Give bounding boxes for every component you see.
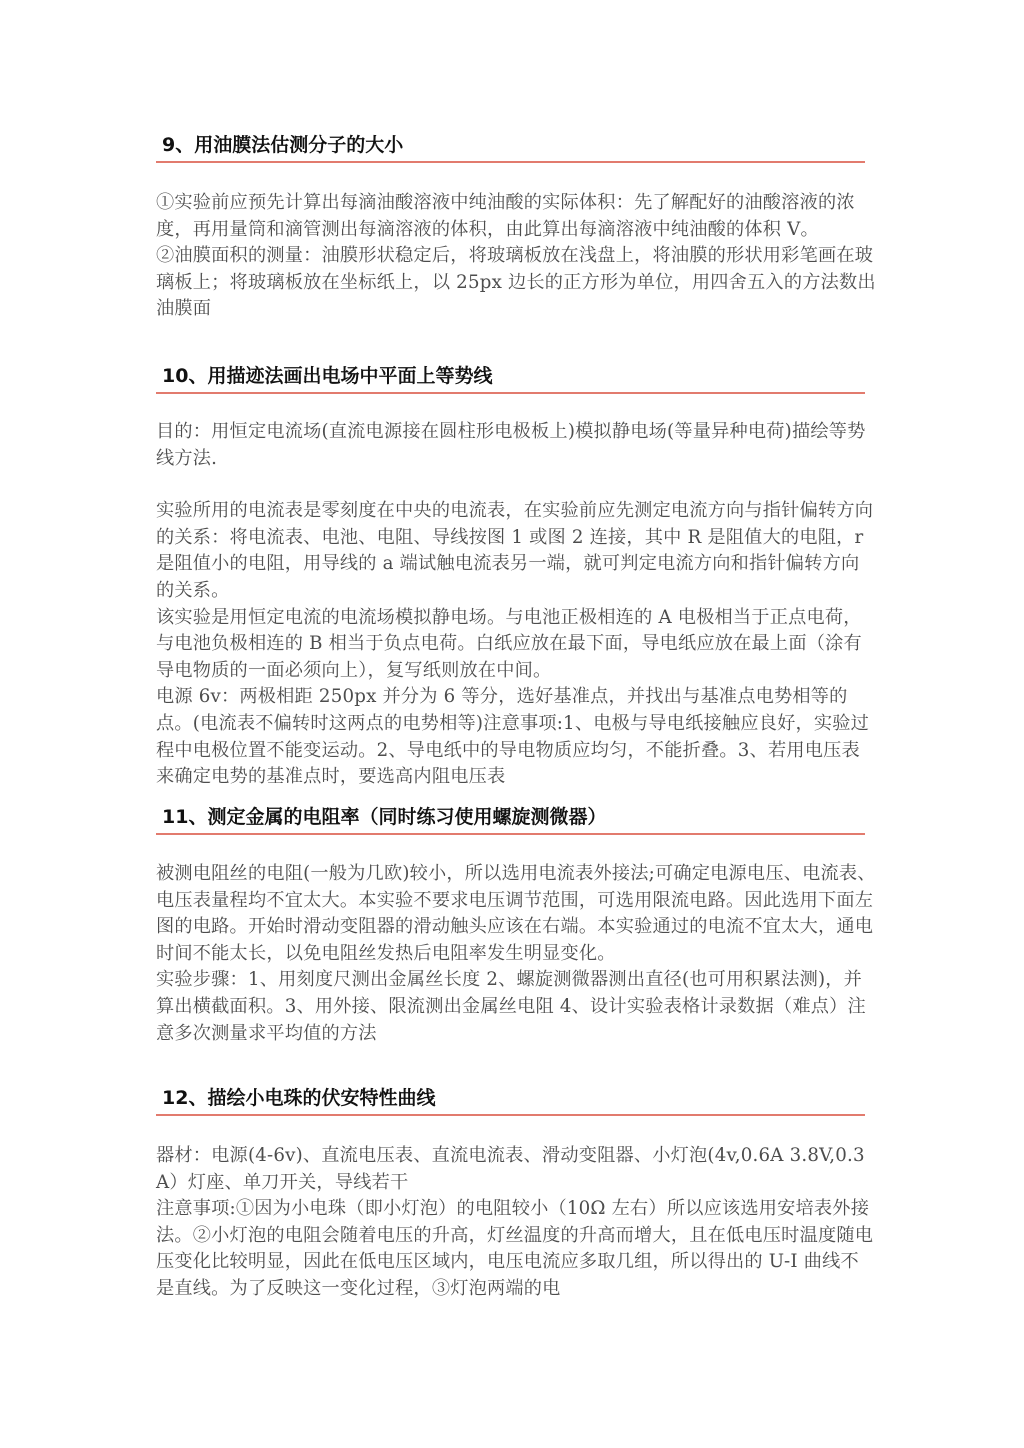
paragraph: 被测电阻丝的电阻(一般为几欧)较小，所以选用电流表外接法;可确定电源电压、电流表、电压表量程均不宜太大。本实验不要求电压调节范围，可选用限流电路。因此选用下面左图的电路。开始时滑动变阻器的滑动触头应该在右端。本实验通过的电流不宜太大，通电时间不能太长，以免电阻丝发热后电阻率发生明显变化。 [156, 863, 876, 964]
section-body-12 [156, 1143, 876, 1303]
section-heading-9: 9、用油膜法估测分子的大小 [156, 133, 865, 163]
paragraph: 实验步骤：1、用刻度尺测出金属丝长度 2、螺旋测微器测出直径(也可用积累法测)，并算出横截面积。3、用外接、限流测出金属丝电阻 4、设计实验表格计录数据（难点）注意多次测量求平均值的方法 [156, 969, 866, 1044]
paragraph: 实验所用的电流表是零刻度在中央的电流表，在实验前应先测定电流方向与指针偏转方向的关系：将电流表、电池、电阻、导线按图 1 或图 2 连接，其中 R 是阻值大的电阻，r 是阻值小的电阻，用导线的 a 端试触电流表另一端，就可判定电流方向和指针偏转方向的关系。 [156, 500, 874, 601]
section-body-11 [156, 861, 876, 1047]
section-heading-11: 11、测定金属的电阻率（同时练习使用螺旋测微器） [156, 805, 865, 835]
section-heading-12: 12、描绘小电珠的伏安特性曲线 [156, 1086, 865, 1116]
paragraph: 注意事项:①因为小电珠（即小灯泡）的电阻较小（10Ω 左右）所以应该选用安培表外接法。②小灯泡的电阻会随着电压的升高，灯丝温度的升高而增大，且在低电压时温度随电压变化比较明显，因此在低电压区域内，电压电流应多取几组，所以得出的 U-I 曲线不是直线。为了反映这一变化过程，③灯泡两端的电 [156, 1198, 874, 1299]
paragraph: 器材：电源(4-6v)、直流电压表、直流电流表、滑动变阻器、小灯泡(4v,0.6A 3.8V,0.3A）灯座、单刀开关，导线若干 [156, 1145, 865, 1193]
section-body-9 [156, 190, 876, 323]
paragraph: 该实验是用恒定电流的电流场模拟静电场。与电池正极相连的 A 电极相当于正点电荷，与电池负极相连的 B 相当于负点电荷。白纸应放在最下面，导电纸应放在最上面（涂有导电物质的一面必须向上），复写纸则放在中间。 [156, 606, 862, 681]
paragraph: ①实验前应预先计算出每滴油酸溶液中纯油酸的实际体积：先了解配好的油酸溶液的浓度，再用量筒和滴管测出每滴溶液的体积，由此算出每滴溶液中纯油酸的体积 V。 [156, 192, 855, 240]
section-body-10 [156, 419, 876, 791]
paragraph: 电源 6v：两极相距 250px 并分为 6 等分，选好基准点，并找出与基准点电势相等的点。(电流表不偏转时这两点的电势相等)注意事项:1、电极与导电纸接触应良好，实验过程中电极位置不能变运动。2、导电纸中的导电物质应均匀，不能折叠。3、若用电压表来确定电势的基准点时，要选高内阻电压表 [156, 686, 870, 788]
paragraph: 目的：用恒定电流场(直流电源接在圆柱形电极板上)模拟静电场(等量异种电荷)描绘等势线方法. [156, 421, 866, 469]
section-heading-10: 10、用描迹法画出电场中平面上等势线 [156, 364, 865, 394]
paragraph: ②油膜面积的测量：油膜形状稳定后，将玻璃板放在浅盘上，将油膜的形状用彩笔画在玻璃板上；将玻璃板放在坐标纸上，以 25px 边长的正方形为单位，用四舍五入的方法数出油膜面 [156, 245, 876, 320]
blank-line [156, 472, 876, 498]
